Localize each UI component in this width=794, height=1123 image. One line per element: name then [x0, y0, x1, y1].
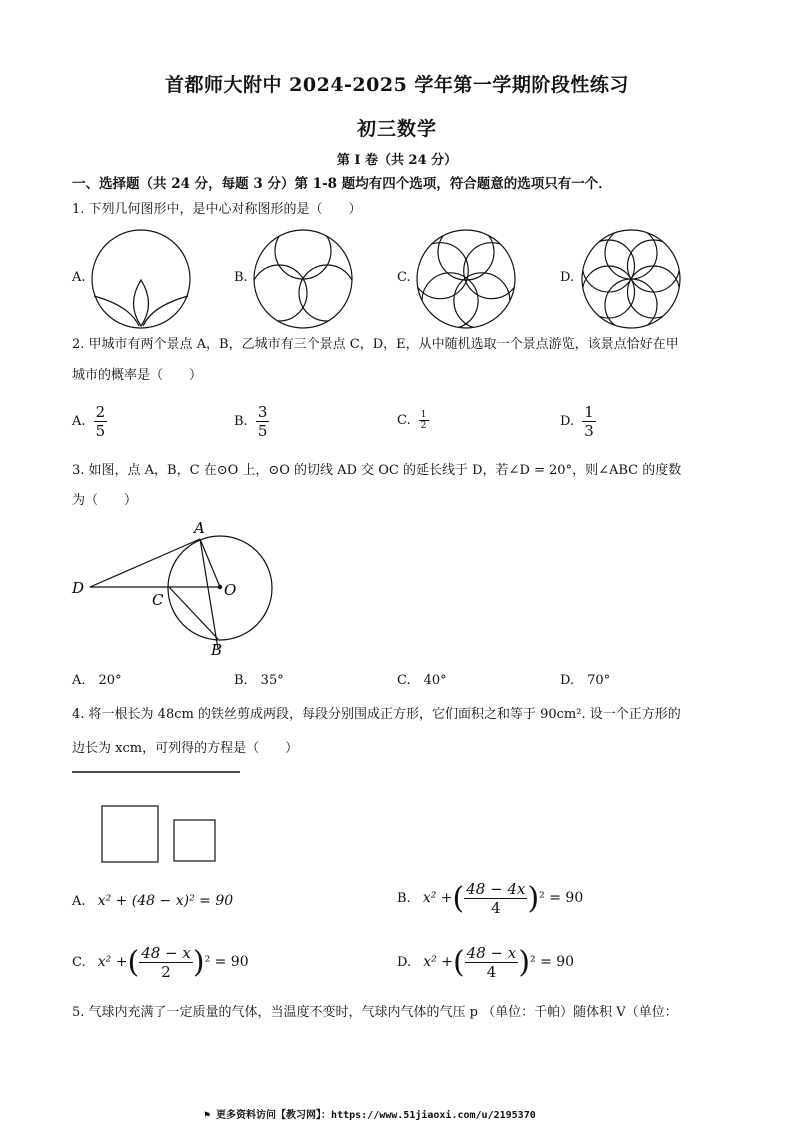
label-d: D — [72, 579, 85, 597]
q2-option-c: C. $\frac{1}{2}$ — [397, 410, 427, 431]
square-large — [102, 806, 158, 862]
label-b: B — [211, 641, 223, 659]
tangent-ad — [90, 539, 200, 587]
q4-stem-line2: 边长为 xcm，可列得的方程是（ ） — [72, 741, 299, 756]
q1-figure-b — [252, 228, 354, 330]
q2-option-b: B. $\frac{3}{5}$ — [234, 403, 268, 440]
q3-geometry-figure — [66, 515, 286, 660]
flag-icon: ⚑ — [204, 1110, 217, 1121]
q3-option-c: C. 40° — [397, 673, 447, 688]
label-o: O — [224, 581, 237, 599]
q2-stem-line2: 城市的概率是（ ） — [72, 368, 203, 383]
footer-link[interactable]: ⚑ 更多资料访问【教习网】：https://www.51jiaoxi.com/u/2195370 — [204, 1110, 536, 1121]
point-o — [218, 585, 222, 589]
q1-stem: 1. 下列几何图形中，是中心对称图形的是（ ） — [72, 202, 362, 217]
q2-option-a: A. $\frac{2}{5}$ — [72, 403, 106, 440]
q1-option-d-label: D. — [560, 270, 575, 285]
q2-option-c-fraction: $\frac{1}{2}$ — [420, 410, 427, 431]
q1-option-a-label: A. — [72, 270, 86, 285]
q4-option-d: D. x² +( $\frac{48 - x}{4}$ )² = 90 — [397, 944, 575, 981]
q1-figure-c — [415, 228, 517, 330]
q3-option-a: A. 20° — [72, 673, 122, 688]
chord-cb — [169, 587, 218, 639]
q4-option-a: A. x² + (48 − x)² = 90 — [72, 893, 234, 909]
q3-option-b: B. 35° — [234, 673, 284, 688]
q4-stem-line1: 4. 将一根长为 48cm 的铁丝剪成两段，每段分别围成正方形，它们面积之和等于 90cm². 设一个正方形的 — [72, 707, 681, 722]
radius-ao — [200, 539, 220, 587]
square-small — [174, 820, 215, 861]
q2-option-a-fraction: $\frac{2}{5}$ — [95, 403, 106, 440]
q2-option-d-fraction: $\frac{1}{3}$ — [584, 403, 594, 440]
q4-option-b: B. x² +( $\frac{48 - 4x}{4}$ )² = 90 — [397, 880, 584, 917]
q2-option-d: D. $\frac{1}{3}$ — [560, 403, 594, 440]
q1-option-c-label: C. — [397, 270, 411, 285]
q4-option-c: C. x² +( $\frac{48 - x}{2}$ )² = 90 — [72, 944, 249, 981]
exam-subtitle: 初三数学 — [356, 118, 437, 140]
q3-option-d: D. 70° — [560, 673, 611, 688]
label-c: C — [152, 591, 164, 609]
q4-figure — [72, 768, 247, 868]
exam-title: 首都师大附中 2024-2025 学年第一学期阶段性练习 — [165, 74, 629, 96]
section-heading: 一、选择题（共 24 分，每题 3 分）第 1-8 题均有四个选项，符合题意的选项只有一个． — [72, 176, 612, 192]
q1-option-b-label: B. — [234, 270, 248, 285]
label-a: A — [194, 519, 205, 537]
q3-stem-line2: 为（ ） — [72, 493, 138, 508]
q5-stem: 5. 气球内充满了一定质量的气体，当温度不变时，气球内气体的气压 p （单位：千帕）随体积 V（单位： — [72, 1005, 678, 1020]
volume-heading: 第 I 卷（共 24 分） — [336, 153, 458, 168]
chord-ab — [200, 539, 218, 649]
q1-figure-a — [90, 228, 192, 330]
q2-option-b-fraction: $\frac{3}{5}$ — [257, 403, 268, 440]
q2-stem-line1: 2. 甲城市有两个景点 A，B，乙城市有三个景点 C，D，E，从中随机选取一个景点游览，该景点恰好在甲 — [72, 337, 679, 352]
q1-figure-d — [580, 228, 682, 330]
q3-stem-line1: 3. 如图，点 A，B，C 在⊙O 上，⊙O 的切线 AD 交 OC 的延长线于 D，若∠D = 20°，则∠ABC 的度数 — [72, 463, 682, 478]
